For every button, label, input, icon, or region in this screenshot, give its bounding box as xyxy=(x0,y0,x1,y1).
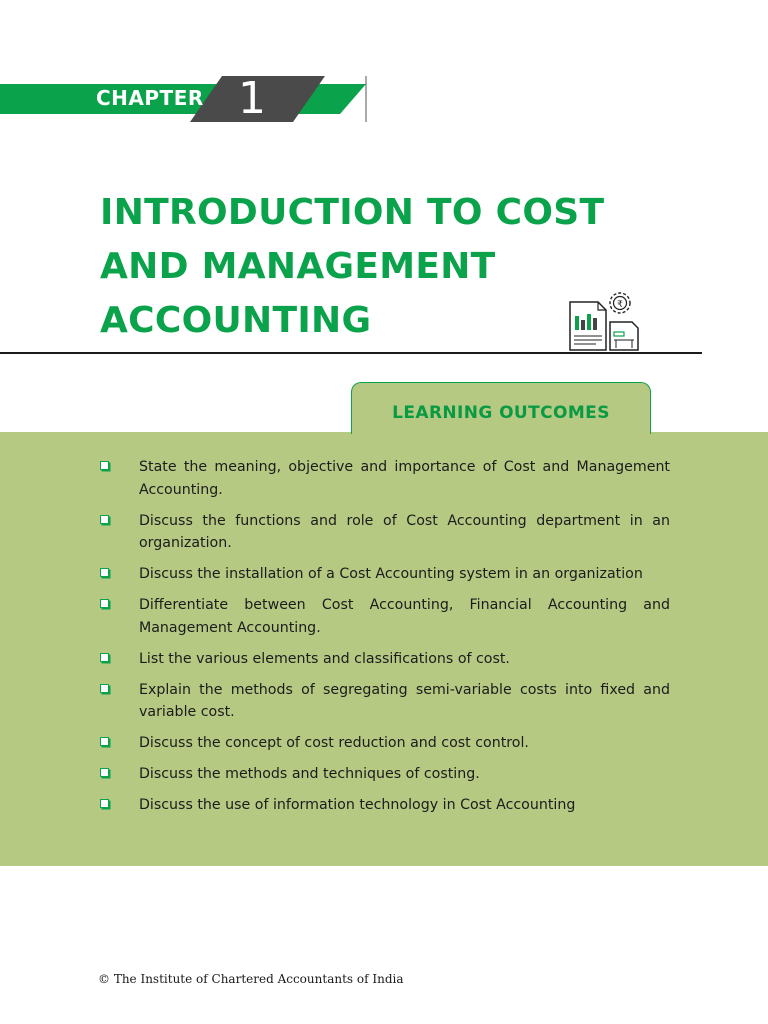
copyright-footer: © The Institute of Chartered Accountants of India xyxy=(98,972,404,986)
list-item-text: State the meaning, objective and importance of Cost and Management Accounting. xyxy=(139,459,670,498)
learning-outcomes-heading: LEARNING OUTCOMES xyxy=(392,403,610,423)
title-line: AND MANAGEMENT xyxy=(100,246,496,287)
list-item xyxy=(98,648,670,671)
square-bullet-icon xyxy=(100,737,109,746)
learning-outcomes-list xyxy=(98,456,670,825)
list-item-text: Differentiate between Cost Accounting, Financial Accounting and Management Accounting. xyxy=(139,597,670,636)
list-item-text: Discuss the concept of cost reduction and cost control. xyxy=(139,735,529,751)
list-item xyxy=(98,679,670,724)
square-bullet-icon xyxy=(100,515,109,524)
square-bullet-icon xyxy=(100,568,109,577)
list-item xyxy=(98,456,670,501)
list-item-text: Discuss the use of information technology in Cost Accounting xyxy=(139,797,576,813)
document-chart-rupee-gear-icon xyxy=(566,290,646,356)
square-bullet-icon xyxy=(100,768,109,777)
chapter-label: CHAPTER xyxy=(96,86,204,110)
list-item-text: Discuss the methods and techniques of costing. xyxy=(139,766,480,782)
square-bullet-icon xyxy=(100,684,109,693)
list-item xyxy=(98,763,670,786)
learning-outcomes-tab xyxy=(351,382,651,434)
list-item-text: Discuss the installation of a Cost Accounting system in an organization xyxy=(139,566,643,582)
square-bullet-icon xyxy=(100,799,109,808)
list-item xyxy=(98,563,670,586)
list-item-text: Discuss the functions and role of Cost Accounting department in an organization. xyxy=(139,512,670,551)
list-item-text: List the various elements and classifications of cost. xyxy=(139,650,510,667)
list-item xyxy=(98,510,670,555)
svg-text:₹: ₹ xyxy=(617,300,623,310)
square-bullet-icon xyxy=(100,653,109,662)
title-line: ACCOUNTING xyxy=(100,300,372,341)
title-divider xyxy=(0,352,702,354)
square-bullet-icon xyxy=(100,461,109,470)
list-item xyxy=(98,732,670,755)
list-item xyxy=(98,794,670,817)
chapter-number: 1 xyxy=(238,73,266,124)
list-item-text: Explain the methods of segregating semi-variable costs into fixed and variable cost. xyxy=(139,681,670,720)
title-line: INTRODUCTION TO COST xyxy=(100,192,605,233)
square-bullet-icon xyxy=(100,599,109,608)
list-item xyxy=(98,594,670,639)
